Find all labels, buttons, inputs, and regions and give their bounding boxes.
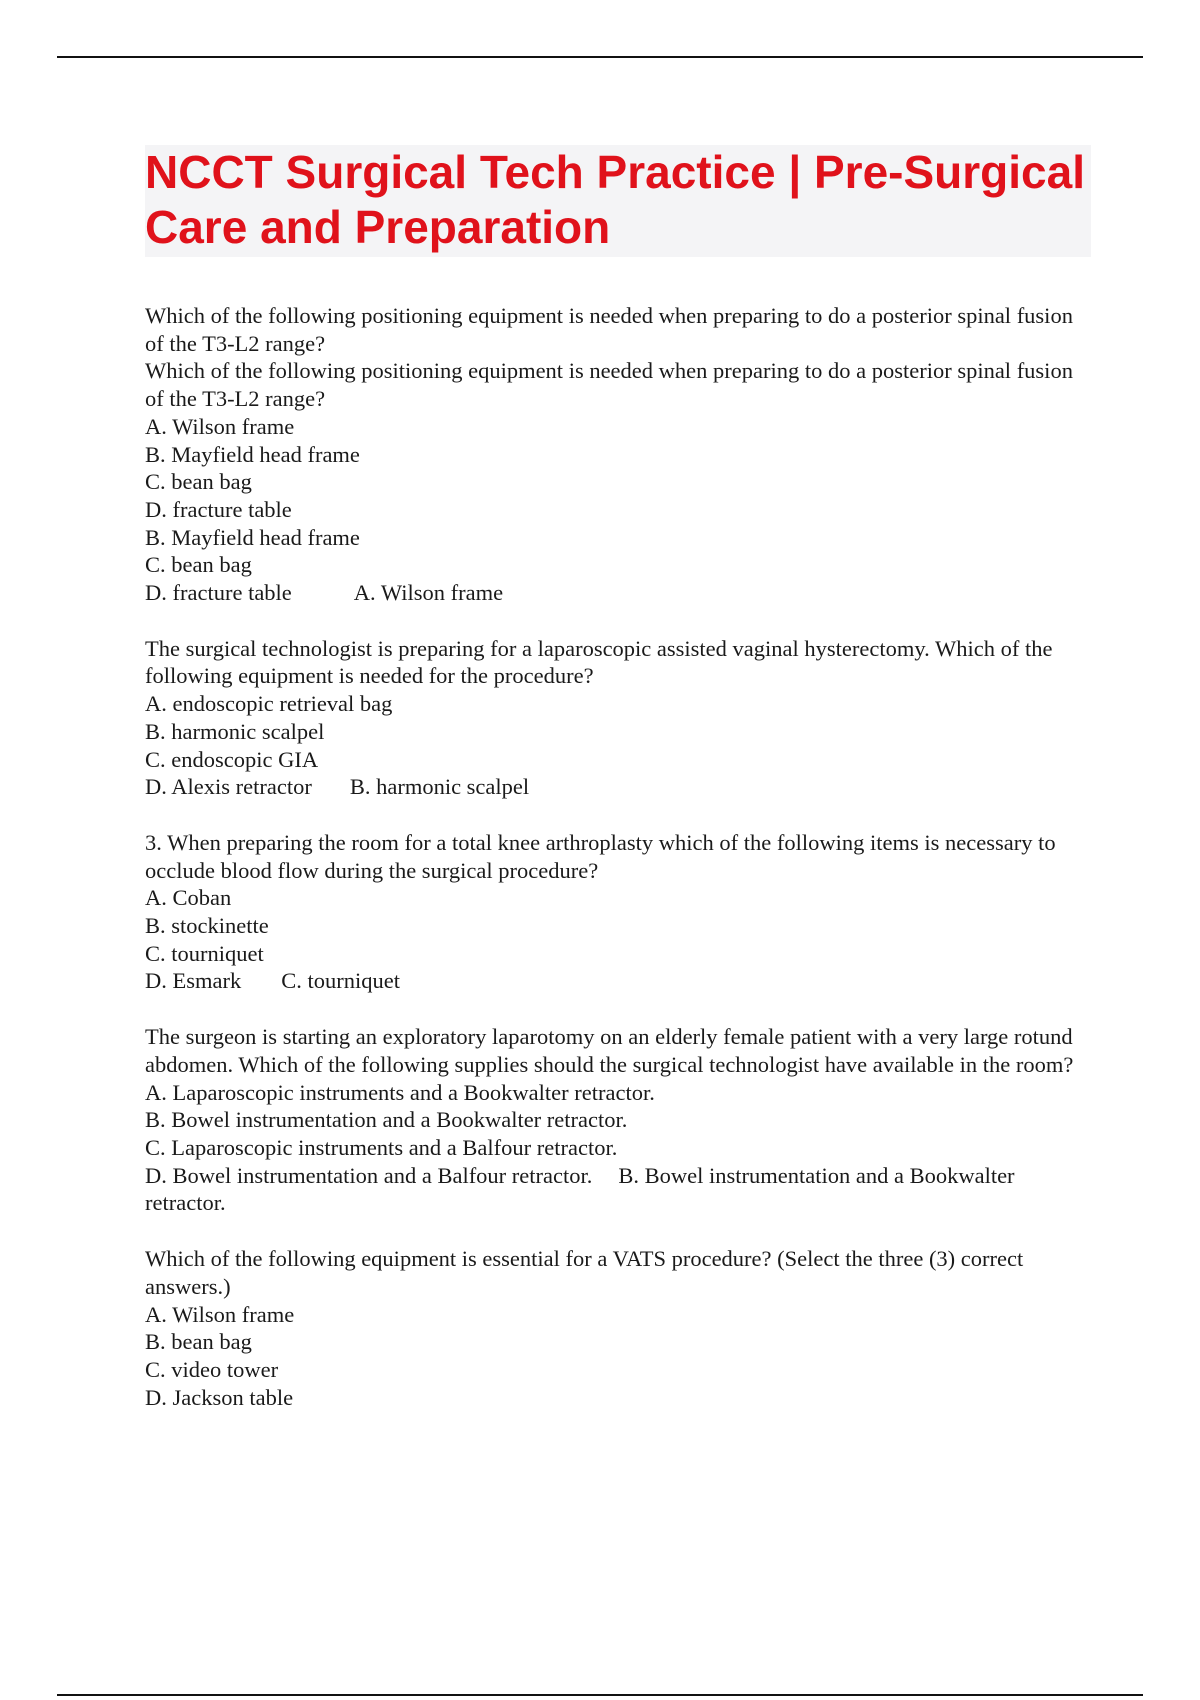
answer-line xyxy=(145,967,1095,995)
document-body xyxy=(145,302,1095,1439)
answer-option: C. tourniquet xyxy=(145,940,264,966)
answer-option: A. Wilson frame xyxy=(145,413,295,439)
answer-line xyxy=(145,773,1095,801)
question-text: The surgeon is starting an exploratory laparotomy on an elderly female patient with a very large rotund abdomen. Which of the following supplies should the surgical technologist have available in the room? xyxy=(145,1024,1074,1077)
bottom-rule xyxy=(57,1694,1143,1696)
answer-option: D. fracture table xyxy=(145,580,292,606)
correct-answer: B. harmonic scalpel xyxy=(349,774,530,800)
answer-option: A. Coban xyxy=(145,885,232,911)
answer-option: A. Laparoscopic instruments and a Bookwalter retractor. xyxy=(145,1079,655,1105)
answer-option: D. Bowel instrumentation and a Balfour retractor. xyxy=(145,1162,593,1188)
answer-option: C. endoscopic GIA xyxy=(145,746,319,772)
answer-option: B. Mayfield head frame xyxy=(145,441,360,467)
question-block xyxy=(145,1023,1095,1217)
question-text: The surgical technologist is preparing for a laparoscopic assisted vaginal hysterectomy. Which of the following equipment is needed for the procedure? xyxy=(145,635,1053,689)
question-text: Which of the following equipment is essential for a VATS procedure? (Select the three (3) correct answers.) xyxy=(145,1246,1024,1299)
answer-line xyxy=(145,579,1095,607)
answer-option: C. video tower xyxy=(145,1356,279,1382)
answer-option: C. bean bag xyxy=(145,552,252,578)
answer-option: B. stockinette xyxy=(145,913,269,939)
answer-option: B. harmonic scalpel xyxy=(145,718,325,744)
answer-option: C. bean bag xyxy=(145,469,252,495)
question-text: Which of the following positioning equipment is needed when preparing to do a posterior spinal fusion of the T3-L2 range? xyxy=(145,303,1073,356)
answer-option: B. bean bag xyxy=(145,1329,252,1355)
answer-option: A. endoscopic retrieval bag xyxy=(145,691,393,717)
answer-option: A. Wilson frame xyxy=(145,1301,295,1327)
answer-option: D. fracture table xyxy=(145,496,292,522)
top-rule xyxy=(57,56,1143,58)
question-block xyxy=(145,302,1095,607)
answer-option: D. Alexis retractor xyxy=(145,774,312,800)
answer-line xyxy=(145,1162,1095,1217)
question-text: Which of the following positioning equipment is needed when preparing to do a posterior spinal fusion of the T3-L2 range? xyxy=(145,358,1073,412)
question-block xyxy=(145,635,1095,801)
question-block xyxy=(145,829,1095,995)
question-text: 3. When preparing the room for a total knee arthroplasty which of the following items is necessary to occlude blood flow during the surgical procedure? xyxy=(145,829,1056,883)
page-title: NCCT Surgical Tech Practice | Pre-Surgical Care and Preparation xyxy=(145,146,1085,253)
answer-option: B. Bowel instrumentation and a Bookwalter retractor. xyxy=(145,1107,628,1133)
answer-option: D. Jackson table xyxy=(145,1384,294,1410)
correct-answer: A. Wilson frame xyxy=(353,580,504,606)
answer-option: B. Mayfield head frame xyxy=(145,524,360,550)
answer-option: D. Esmark xyxy=(145,968,242,994)
correct-answer: B. Bowel instrumentation and a Bookwalter retractor. xyxy=(145,1162,1015,1216)
title-banner xyxy=(145,145,1091,257)
answer-option: C. Laparoscopic instruments and a Balfour retractor. xyxy=(145,1134,618,1160)
correct-answer: C. tourniquet xyxy=(281,968,400,994)
question-block xyxy=(145,1245,1095,1411)
